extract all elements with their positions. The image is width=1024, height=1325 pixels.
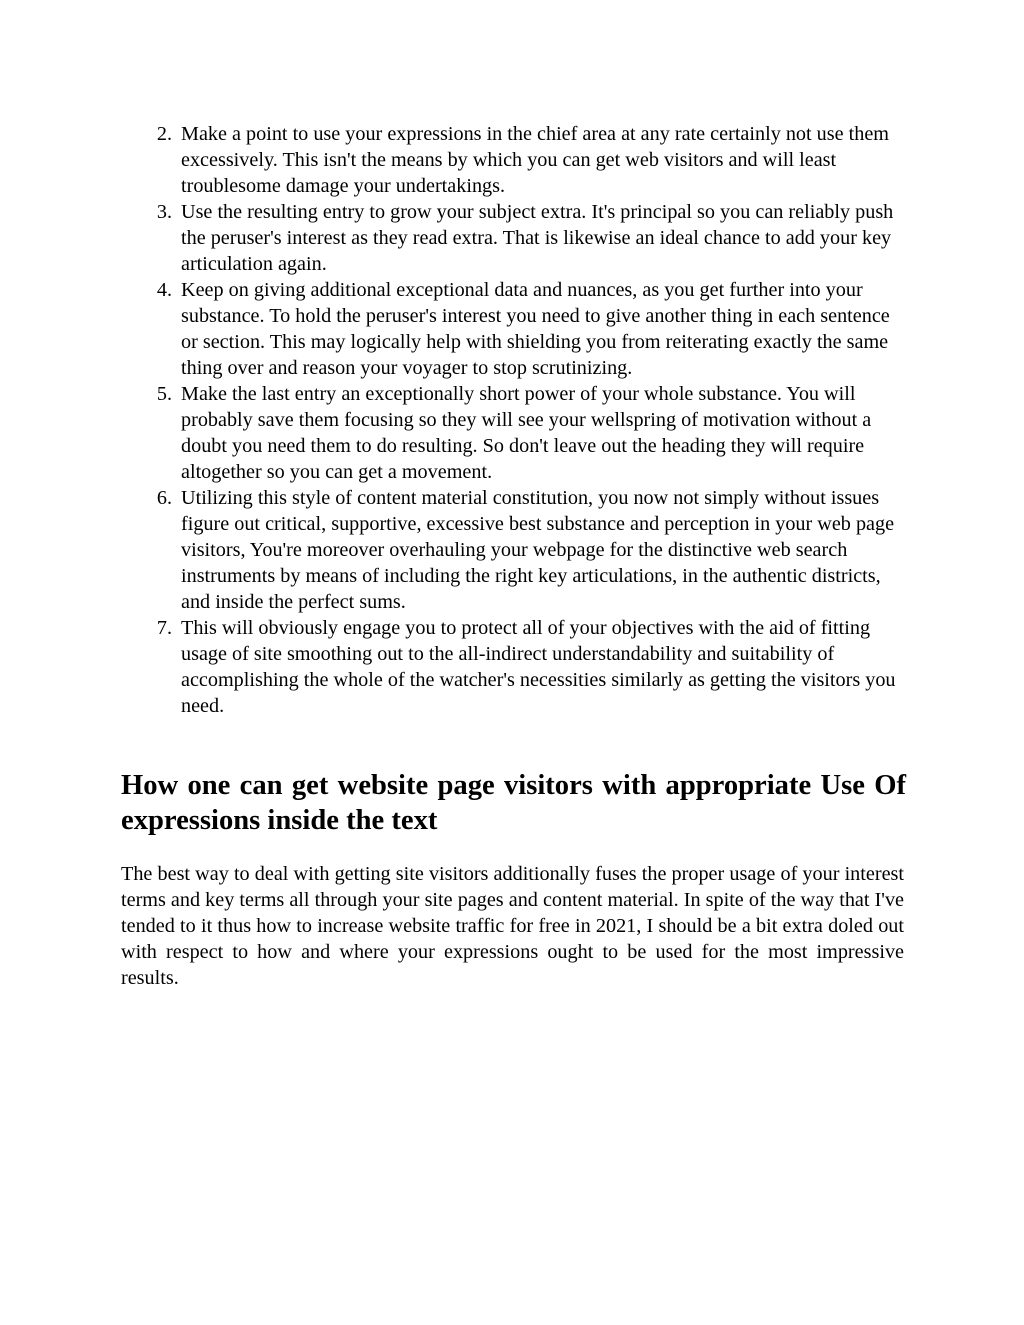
list-item-number: 5. xyxy=(156,383,172,405)
list-item xyxy=(121,199,911,277)
list-item-text: Use the resulting entry to grow your subject extra. It's principal so you can reliably push the peruser's interest as they read extra. That is likewise an ideal chance to add your key articulation again. xyxy=(181,201,894,275)
list-item-text: This will obviously engage you to protect all of your objectives with the aid of fitting usage of site smoothing out to the all-indirect understandability and suitability of accomplishing the whole of the watcher's necessities similarly as getting the visitors you need. xyxy=(181,617,896,717)
list-item-number: 6. xyxy=(156,487,172,509)
list-item-text: Utilizing this style of content material constitution, you now not simply without issues figure out critical, supportive, excessive best substance and perception in your web page visitors, You're moreover overhauling your webpage for the distinctive web search instruments by means of including the right key articulations, in the authentic districts, and inside the perfect sums. xyxy=(181,487,895,613)
section-heading: How one can get website page visitors with appropriate Use Of expressions inside the text xyxy=(121,770,906,836)
list-item-text: Make a point to use your expressions in the chief area at any rate certainly not use them excessively. This isn't the means by which you can get web visitors and will least troublesome damage your undertakings. xyxy=(181,123,890,197)
list-item-text: Keep on giving additional exceptional data and nuances, as you get further into your substance. To hold the peruser's interest you need to give another thing in each sentence or section. This may logically help with shielding you from reiterating exactly the same thing over and reason your voyager to stop scrutinizing. xyxy=(181,279,890,379)
numbered-list xyxy=(121,121,911,719)
list-item-number: 3. xyxy=(156,201,172,223)
body-paragraph: The best way to deal with getting site visitors additionally fuses the proper usage of your interest terms and key terms all through your site pages and content material. In spite of the way that I've tended to it thus how to increase website traffic for free in 2021, I should be a bit extra doled out with respect to how and where your expressions ought to be used for the most impressive results. xyxy=(121,863,904,989)
list-item-text: Make the last entry an exceptionally short power of your whole substance. You will probably save them focusing so they will see your wellspring of motivation without a doubt you need them to do resulting. So don't leave out the heading they will require altogether so you can get a movement. xyxy=(181,383,872,483)
list-item-number: 2. xyxy=(156,123,172,145)
list-item-number: 4. xyxy=(156,279,172,301)
list-item-number: 7. xyxy=(156,617,172,639)
list-item xyxy=(121,381,911,485)
list-item xyxy=(121,615,911,719)
list-item xyxy=(121,485,911,615)
list-item xyxy=(121,277,911,381)
list-item xyxy=(121,121,911,199)
